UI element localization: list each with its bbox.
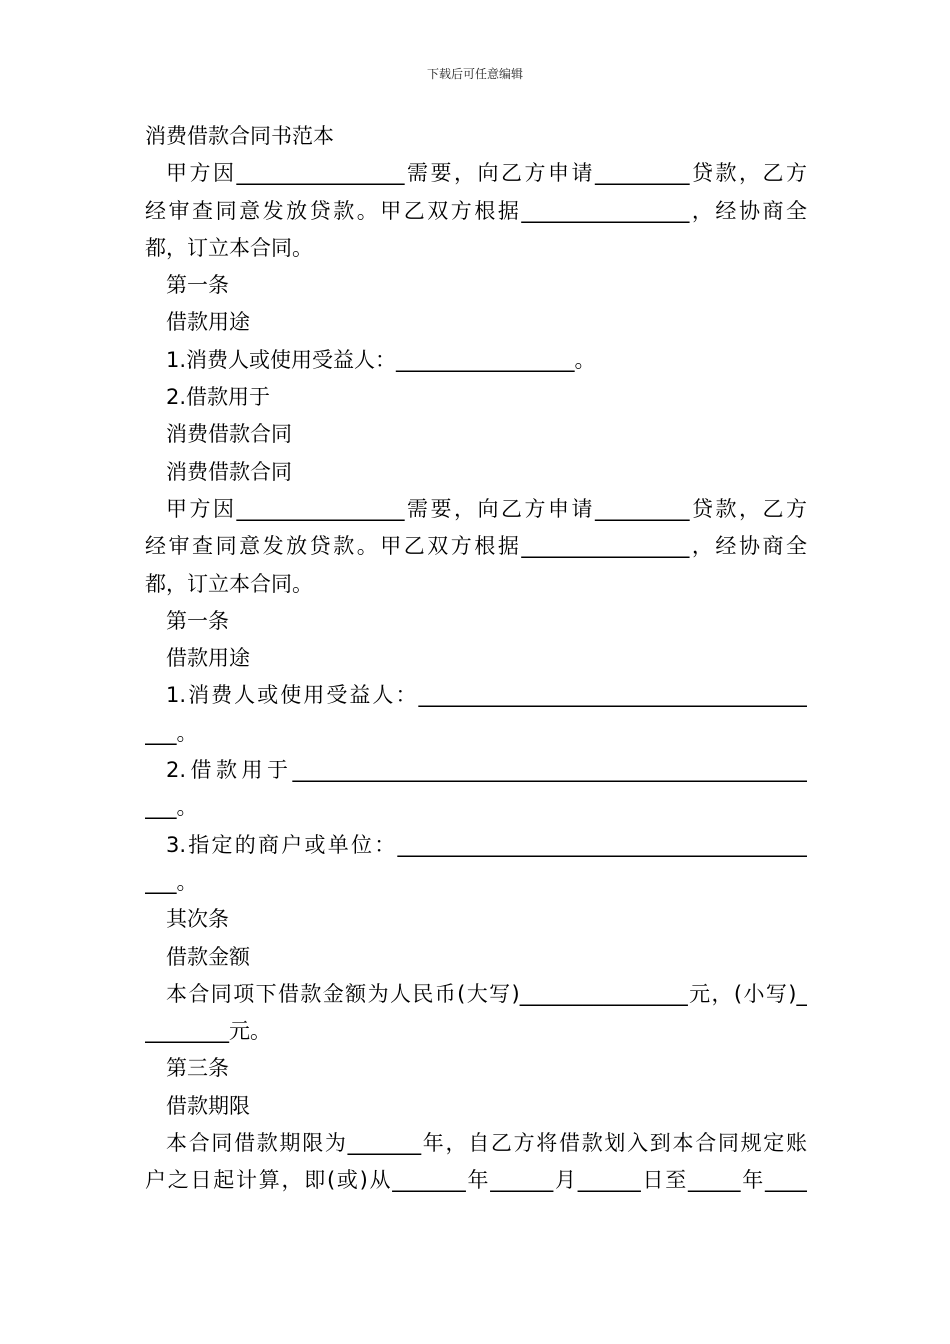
clause-item: 1.消费人或使用受益人：_________________。 [166,347,596,372]
paragraph-line: 经审查同意发放贷款。甲乙双方根据________________，经协商全 [145,198,807,223]
clause-item: 3.指定的商户或单位：_______________________________________ [166,832,807,857]
paragraph-line: 甲方因________________需要，向乙方申请_________贷款，乙方 [166,161,807,186]
article-heading: 第一条 [166,608,229,633]
article-subheading: 借款用途 [166,310,250,335]
clause-item: 1.消费人或使用受益人：_____________________________________ [166,683,807,708]
clause-item-continuation: ___。 [145,795,198,820]
article-subheading: 借款用途 [166,646,250,671]
page-header-note: 下载后可任意编辑 [426,67,523,81]
clause-item: 2.借款用于_________________________________________________ [166,758,807,783]
article-subheading: 借款金额 [166,944,250,969]
clause-item: 2.借款用于 [166,385,271,410]
paragraph-line: 都，订立本合同。 [145,235,313,260]
clause-item-continuation: ___。 [145,869,198,894]
article-heading: 第一条 [166,273,229,298]
article-heading: 其次条 [166,907,229,932]
document-title: 消费借款合同书范本 [145,124,334,148]
paragraph-line: 经审查同意发放贷款。甲乙双方根据________________，经协商全 [145,534,807,559]
paragraph-line: 本合同借款期限为_______年，自乙方将借款划入到本合同规定账 [166,1131,807,1156]
article-heading: 第三条 [166,1056,229,1081]
contract-body [145,118,807,1200]
paragraph-line: 甲方因________________需要，向乙方申请_________贷款，乙方 [166,496,807,521]
clause-item-continuation: ___。 [145,720,198,745]
paragraph-line: 本合同项下借款金额为人民币(大写)________________元，(小写)_ [166,981,807,1006]
paragraph-line: 都，订立本合同。 [145,571,313,596]
paragraph-line: ________元。 [145,1019,271,1044]
section-title: 消费借款合同 [166,422,292,447]
paragraph-line: 户之日起计算，即(或)从_______年______月______日至_____年____ [145,1168,807,1193]
article-subheading: 借款期限 [166,1093,250,1118]
section-title: 消费借款合同 [166,459,292,484]
